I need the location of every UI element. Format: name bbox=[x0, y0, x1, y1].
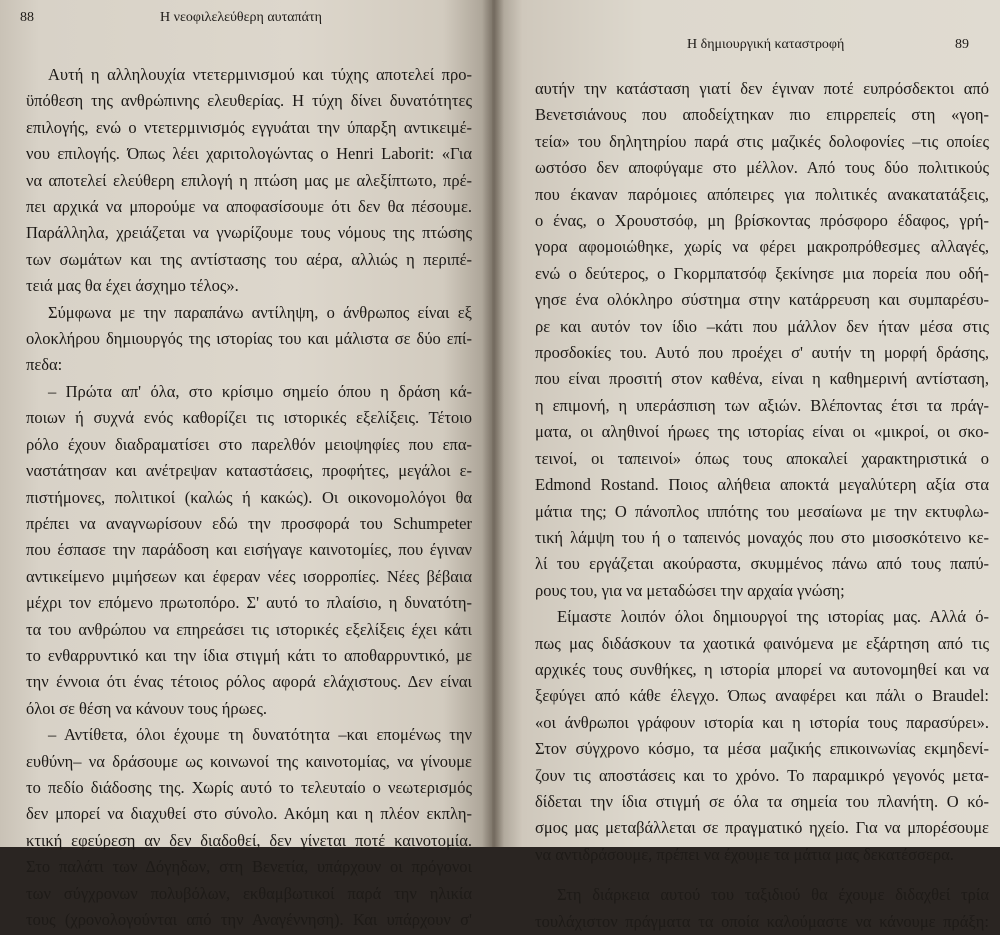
text-line: να αποτελεί ελεύθερη επιλογή η πτώση μας με αλεξίπτωτο, πρέ- bbox=[26, 170, 472, 190]
text-line: ωστόσο δεν αποφύγαμε στο μέλλον. Από τους δύο πολιτικούς bbox=[535, 158, 989, 178]
text-line: τους (χρονολογούνται από την Αναγέννηση). Και υπάρχουν σ' bbox=[26, 910, 472, 929]
right-page-body bbox=[535, 76, 989, 935]
text-line: Στη διάρκεια αυτού του ταξιδιού θα έχουμε διδαχθεί τρία bbox=[557, 885, 989, 905]
text-line: τική λάμψη του ή ο ταπεινός μοναχός που στο μισοσκότεινο κε- bbox=[535, 527, 989, 547]
book-gutter bbox=[482, 0, 504, 847]
text-line: μέχρι τον επόμενο πρωτοπόρο. Σ' αυτό το πλαίσιο, η δυνατότη- bbox=[26, 593, 472, 613]
text-line: ματα, οι αληθινοί ήρωες της ιστορίας είναι οι «μικροί, οι σκο- bbox=[535, 422, 989, 442]
page-number-left: 88 bbox=[20, 10, 34, 25]
text-line: «οι άνθρωποι γράφουν ιστορία και η ιστορία τους παρασύρει». bbox=[535, 712, 989, 732]
text-line: το πεδίο διάδοσης της. Χωρίς αυτό το τελευταίο ο νεωτερισμός bbox=[26, 777, 472, 797]
text-line: ποιων ή συχνά ενός καθορίζει τις ιστορικές εξελίξεις. Τέτοιο bbox=[26, 408, 472, 428]
text-line: η επιμονή, η υπεράσπιση των αξιών. Βλέποντας έτσι τα πράγ- bbox=[535, 395, 989, 415]
text-line: ρε και αυτόν τον ίδιο –κάτι που μάλλον δεν ήταν μέσα στις bbox=[535, 316, 989, 336]
text-line: Παράλληλα, χρειάζεται να γνωρίζουμε τους νόμους της πτώσης bbox=[26, 223, 472, 243]
text-line: όλοι σε θέση να κάνουν τους ήρωες. bbox=[26, 698, 268, 718]
page-number-right: 89 bbox=[955, 37, 969, 52]
text-line: λί του εργάζεται ακούραστα, σκυμμένος πάνω από τους παπύ- bbox=[535, 554, 989, 574]
text-line: ολοκλήρου δημιουργός της ιστορίας του και μάλιστα σε δύο επί- bbox=[26, 329, 472, 349]
text-line: τα του ανθρώπου να επηρεάσει τις ιστορικές εξελίξεις έχει κάτι bbox=[26, 619, 472, 639]
text-line: την έννοια ότι ένας τέτοιος ρόλος αφορά ελάχιστους. Δεν είναι bbox=[26, 672, 472, 692]
text-line: νου επιλογής. Όπως λέει χαριτολογώντας ο Henri Laborit: «Για bbox=[26, 144, 472, 164]
left-page bbox=[0, 0, 492, 929]
text-line: των σύγχρονων πολυβόλων, εκθαμβωτικοί παρά την ηλικία bbox=[26, 883, 472, 903]
right-page bbox=[492, 0, 1000, 931]
text-line: των σωμάτων και της αντίστασης του αέρα, αλλιώς η περιπέ- bbox=[26, 249, 472, 269]
text-line: – Αντίθετα, όλοι έχουμε τη δυνατότητα –και επομένως την bbox=[48, 725, 472, 745]
text-line: επιλογής, ενώ ο ντετερμινισμός εγγυάται την ύπαρξη αντικειμέ- bbox=[26, 117, 472, 137]
text-line: δίδεται την ίδια στιγμή σε όλα τα σημεία του πλανήτη. Ο κό- bbox=[535, 791, 989, 811]
text-line: γορα αφομοιώθηκε, χωρίς να φέρει μακροπρόθεσμες αλλαγές, bbox=[535, 237, 989, 257]
text-line: ξεφύγει από κάθε έλεγχο. Όπως αναφέρει και πάλι ο Braudel: bbox=[535, 686, 989, 706]
text-line: να αντιδράσουμε, πρέπει να έχουμε τα μάτια μας δεκατέσσερα. bbox=[535, 844, 954, 864]
text-line: Είμαστε λοιπόν όλοι δημιουργοί της ιστορίας μας. Αλλά ό- bbox=[557, 607, 989, 627]
text-line: Βενετσιάνους που αποδείχτηκαν πιο επιρρεπείς στη «γοη- bbox=[535, 105, 989, 125]
running-title-left: Η νεοφιλελεύθερη αυταπάτη bbox=[160, 10, 322, 25]
text-line: δεν μπορεί να διαχυθεί στο σύνολο. Ακόμη και η πλέον εκπλη- bbox=[26, 804, 472, 824]
text-line: κτική εφεύρεση αν δεν διαδοθεί, δεν γίνεται ποτέ καινοτομία. bbox=[26, 830, 472, 850]
text-line: αρχικές τους συνθήκες, η ιστορία μπορεί να αυτονομηθεί και να bbox=[535, 659, 989, 679]
text-line: τεινοί, οι ταπεινοί» όπως τους αποκαλεί χαρακτηριστικά ο bbox=[535, 448, 989, 468]
text-line: Αυτή η αλληλουχία ντετερμινισμού και τύχης αποτελεί προ- bbox=[48, 65, 472, 84]
text-line: γησε ένα ολόκληρο σύστημα στην κατάρρευση και συμπαρέσυ- bbox=[535, 290, 989, 310]
text-line: ο ένας, ο Χρουστσόφ, μη βρίσκοντας πρόσφορο έδαφος, γρή- bbox=[535, 211, 989, 231]
text-line: σμος μας μεταβάλλεται σε πραγματικό ηχείο. Για να μπορέσουμε bbox=[535, 818, 989, 838]
text-line: πεδα: bbox=[26, 355, 63, 375]
running-title-right: Η δημιουργική καταστροφή bbox=[687, 37, 845, 52]
text-line: μάτια της; Ο πάνοπλος ιππότης του μεσαίωνα με την εκτυφλω- bbox=[535, 501, 989, 521]
text-line: ζουν τις αποστάσεις και το χρόνο. Το παραμικρό γεγονός μετα- bbox=[535, 765, 989, 785]
text-line: αντικείμενο μιμήσεων και έφεραν νέες ισορροπίες. Νέες βέβαια bbox=[26, 566, 472, 586]
text-line: Σύμφωνα με την παραπάνω αντίληψη, ο άνθρωπος είναι εξ bbox=[48, 302, 472, 322]
text-line: τουλάχιστον πράγματα τα οποία καλούμαστε να κάνουμε πράξη: bbox=[535, 911, 989, 931]
text-line: πρέπει να αναγνωρίσουν εδώ την προσφορά του Schumpeter bbox=[26, 513, 472, 533]
text-line: Στον σύγχρονο κόσμο, τα μέσα μαζικής επικοινωνίας εκμηδενί- bbox=[535, 739, 989, 759]
text-line: που έκαναν παρόμοιες απόπειρες για πολιτικές ανακατατάξεις, bbox=[535, 184, 989, 204]
text-line: το ενθαρρυντικό και την ίδια στιγμή κάτι το αποθαρρυντικό, με bbox=[26, 645, 472, 665]
text-line: που έσπασε την παράδοση και εισήγαγε καινοτομίες, που έγιναν bbox=[26, 540, 472, 560]
text-line: ενώ ο δεύτερος, ο Γκορμπατσόφ ξεκίνησε μια πορεία που οδή- bbox=[535, 263, 989, 283]
text-line: ρόλο έχουν διαδραματίσει στο παρελθόν μειοψηφίες που επα- bbox=[26, 434, 472, 454]
text-line: πει αρχικά να μπορούμε να αποφασίσουμε ότι δεν θα πέσουμε. bbox=[26, 197, 472, 217]
text-line: προσδοκίες του. Αυτό που προέχει σ' αυτήν τη μορφή δράσης, bbox=[535, 343, 989, 363]
text-line: ευθύνη– να δράσουμε ως κοινωνοί της καινοτομίας, να γίνουμε bbox=[26, 751, 472, 771]
text-line: ρους του, για να μεταδώσει την αρχαία γνώση; bbox=[535, 580, 845, 600]
text-line: αυτήν την κατάσταση γιατί δεν έγιναν ποτέ ευπρόσδεκτοι από bbox=[535, 79, 989, 98]
text-line: – Πρώτα απ' όλα, στο κρίσιμο σημείο όπου η δράση κά- bbox=[48, 381, 472, 401]
text-line: τειά μας θα έχει άσχημο τέλος». bbox=[26, 276, 239, 296]
text-line: τεία» του δηλητηρίου παρά στις μαζικές δολοφονίες –τις οποίες bbox=[535, 131, 989, 151]
text-line: πιστήμονες, πολιτικοί (καλώς ή κακώς). Οι οικονομολόγοι θα bbox=[26, 487, 472, 507]
text-line: Στο παλάτι των Δόγηδων, στη Βενετία, υπάρχουν οι πρόγονοι bbox=[26, 857, 472, 877]
text-line: ϋπόθεση της ανθρώπινης ελευθερίας. Η τύχη δίνει δυνατότητες bbox=[26, 91, 472, 111]
text-line: πως μας διδάσκουν τα χαοτικά φαινόμενα με εξάρτηση από τις bbox=[535, 633, 989, 653]
text-line: που είναι προσιτή στον καθένα, είναι η καθημερινή αντίσταση, bbox=[535, 369, 989, 389]
paragraph-gap bbox=[535, 868, 989, 882]
text-line: Edmond Rostand. Ποιος αλήθεια αποκτά μεγαλύτερη αξία στα bbox=[535, 475, 989, 495]
left-page-body bbox=[26, 62, 472, 933]
text-line: ναστάτησαν και ανέτρεψαν καταστάσεις, προφήτες, μεγάλοι ε- bbox=[26, 461, 472, 481]
